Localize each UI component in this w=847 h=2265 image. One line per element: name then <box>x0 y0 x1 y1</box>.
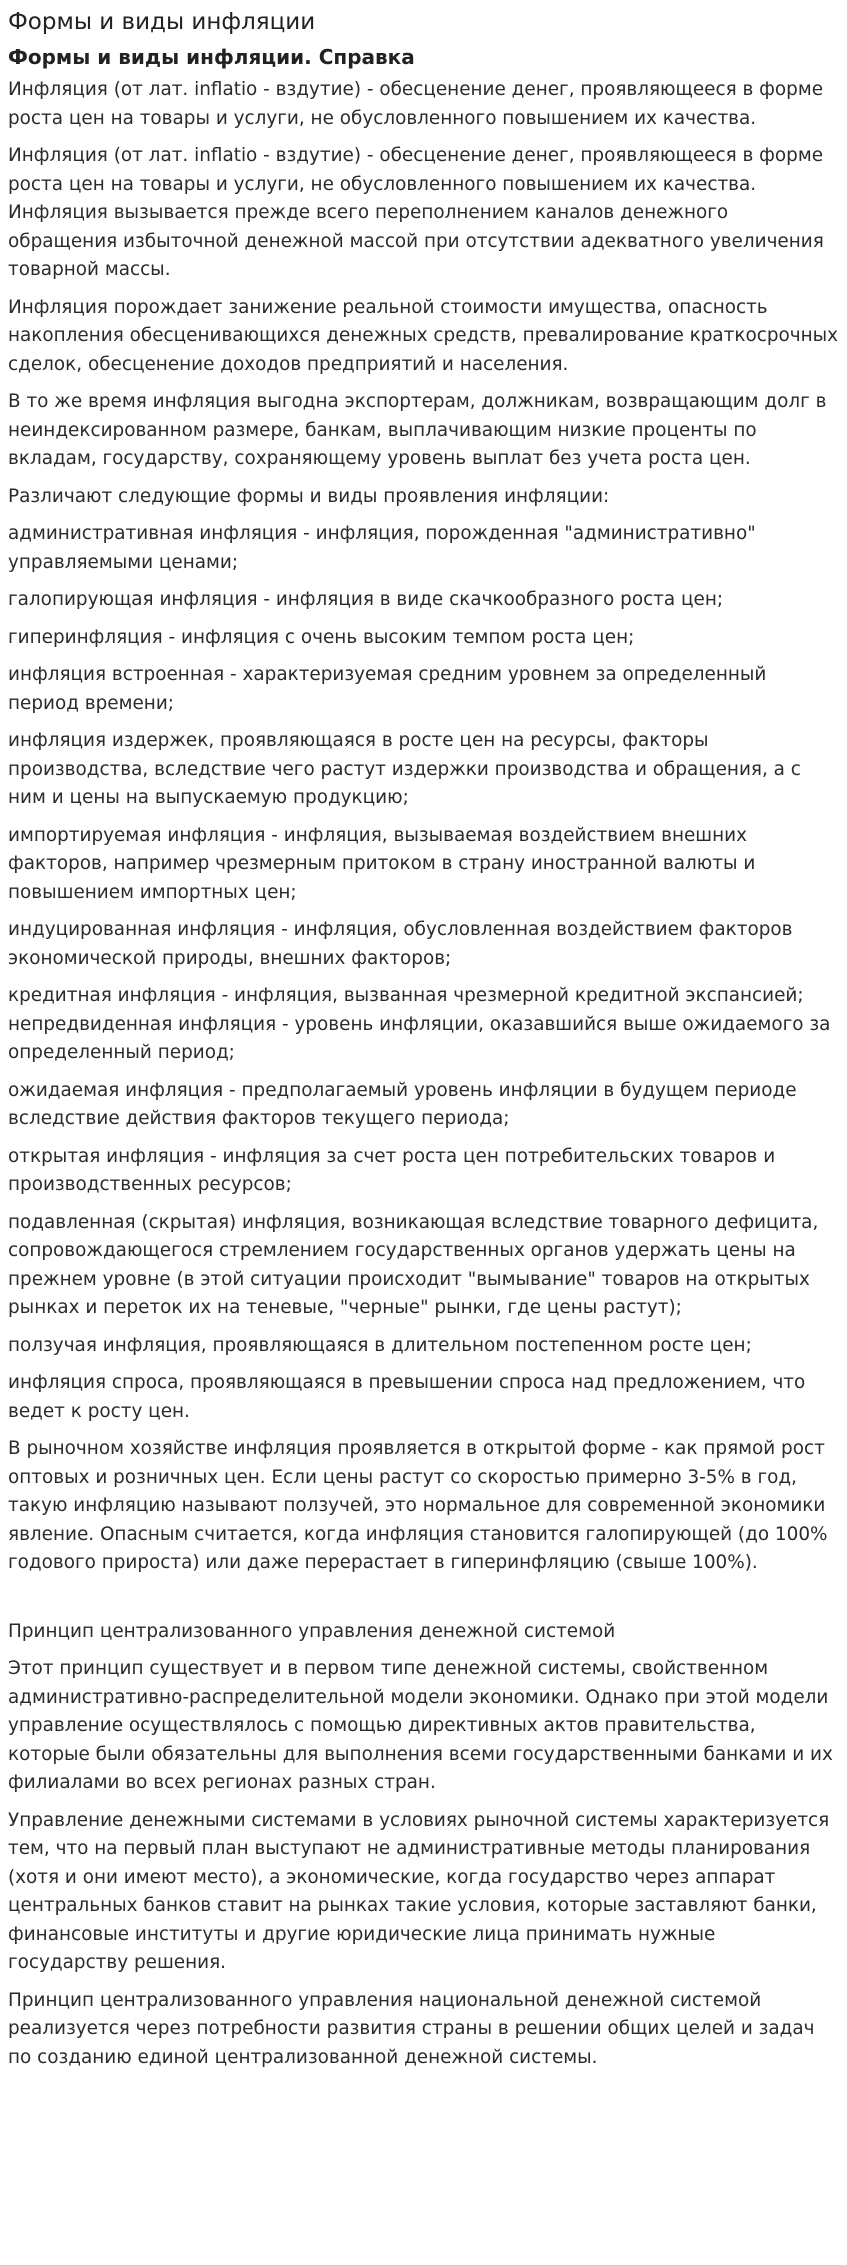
paragraph-forms-intro: Различают следующие формы и виды проявления инфляции: <box>8 485 610 507</box>
list-item-creeping: ползучая инфляция, проявляющаяся в длительном постепенном росте цен; <box>8 1334 752 1356</box>
list-item-credit: кредитная инфляция - инфляция, вызванная чрезмерной кредитной экспансией; непредвиденная инфляция - уровень инфляции, оказавшийся выше ожидаемого за определенный период; <box>8 985 831 1063</box>
paragraph-market-model: Управление денежными системами в условиях рыночной системы характеризуется тем, что на первый план выступают не административные методы планирования (хотя и они имеют место), а экономические, когда государство через аппарат центральных банков ставит на рынках такие условия, которые заставляют банки, финансовые институты и другие юридические лица принимать нужные государству решения. <box>8 1809 830 1973</box>
paragraph-consequences: Инфляция порождает занижение реальной стоимости имущества, опасность накопления обесценивающихся денежных средств, превалирование краткосрочных сделок, обесценение доходов предприятий и населения. <box>8 296 839 375</box>
section-centralized-management <box>8 1618 839 2073</box>
section-title: Принцип централизованного управления денежной системой <box>8 1620 616 1642</box>
list-item-administrative: административная инфляция - инфляция, порожденная "административно" управляемыми ценами; <box>8 523 756 573</box>
paragraph-implementation: Принцип централизованного управления национальной денежной системой реализуется через потребности развития страны в решении общих целей и задач по созданию единой централизованной денежной системы. <box>8 1989 815 2068</box>
article-body <box>8 76 839 1578</box>
article-subtitle: Формы и виды инфляции. Справка <box>8 45 415 69</box>
list-item-open: открытая инфляция - инфляция за счет роста цен потребительских товаров и производственных ресурсов; <box>8 1145 776 1195</box>
list-item-cost-push: инфляция издержек, проявляющаяся в росте цен на ресурсы, факторы производства, вследствие чего растут издержки производства и обращения, а с ним и цены на выпускаемую продукцию; <box>8 730 801 808</box>
list-item-built-in: инфляция встроенная - характеризуемая средним уровнем за определенный период времени; <box>8 664 767 714</box>
list-item-imported: импортируемая инфляция - инфляция, вызываемая воздействием внешних факторов, например чрезмерным притоком в страну иностранной валюты и повышением импортных цен; <box>8 824 756 903</box>
section-spacer <box>8 1587 839 1618</box>
paragraph-definition: Инфляция (от лат. inflatio - вздутие) - обесценение денег, проявляющееся в форме роста цен на товары и услуги, не обусловленного повышением их качества. <box>8 79 824 129</box>
page-title: Формы и виды инфляции <box>8 9 316 35</box>
list-item-demand-pull: инфляция спроса, проявляющаяся в превышении спроса над предложением, что ведет к росту цен. <box>8 1372 806 1422</box>
list-item-expected: ожидаемая инфляция - предполагаемый уровень инфляции в будущем периоде вследствие действия факторов текущего периода; <box>8 1079 797 1129</box>
list-item-induced: индуцированная инфляция - инфляция, обусловленная воздействием факторов экономической природы, внешних факторов; <box>8 919 793 969</box>
paragraph-beneficiaries: В то же время инфляция выгодна экспортерам, должникам, возвращающим долг в неиндексированном размере, банкам, выплачивающим низкие проценты по вкладам, государству, сохраняющему уровень выплат без учета роста цен. <box>8 391 827 469</box>
list-item-galloping: галопирующая инфляция - инфляция в виде скачкообразного роста цен; <box>8 589 724 610</box>
paragraph-admin-model: Этот принцип существует и в первом типе денежной системы, свойственном административно-распределительной модели экономики. Однако при этой модели управление осуществлялось с помощью директивных актов правительства, которые были обязательны для выполнения всеми государственными банками и их филиалами во всех регионах разных стран. <box>8 1658 833 1793</box>
list-item-suppressed: подавленная (скрытая) инфляция, возникающая вследствие товарного дефицита, сопровождающегося стремлением государственных органов удержать цены на прежнем уровне (в этой ситуации происходит "вымывание" товаров на открытых рынках и переток их на теневые, "черные" рынки, где цены растут); <box>8 1211 819 1318</box>
list-item-hyperinflation: гиперинфляция - инфляция с очень высоким темпом роста цен; <box>8 626 635 648</box>
paragraph-market-economy: В рыночном хозяйстве инфляция проявляется в открытой форме - как прямой рост оптовых и розничных цен. Если цены растут со скоростью примерно 3-5% в год, такую инфляцию называют ползучей, это нормальное для современной экономики явление. Опасным считается, когда инфляция становится галопирующей (до 100% годового прироста) или даже перерастает в гиперинфляцию (свыше 100%). <box>8 1438 828 1573</box>
paragraph-definition-extended: Инфляция (от лат. inflatio - вздутие) - обесценение денег, проявляющееся в форме роста цен на товары и услуги, не обусловленного повышением их качества. Инфляция вызывается прежде всего переполнением каналов денежного обращения избыточной денежной массой при отсутствии адекватного увеличения товарной массы. <box>8 145 824 280</box>
